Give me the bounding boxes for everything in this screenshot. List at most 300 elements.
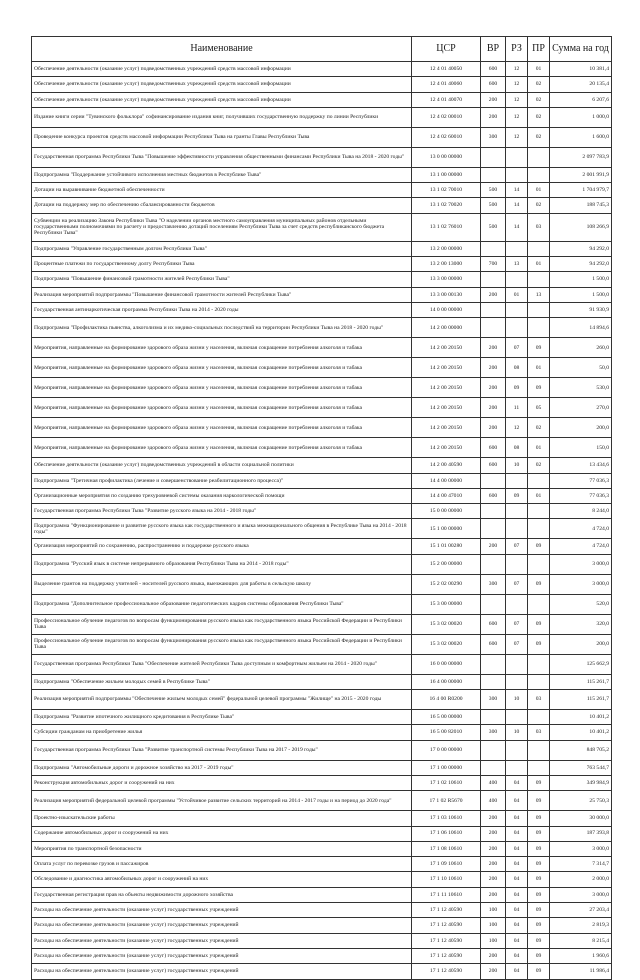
row-rz-cell: 12 [506,418,528,438]
table-row [32,272,612,287]
row-pr-cell: 01 [528,358,550,378]
row-sum-cell: 7 314,7 [550,857,612,872]
row-vr-cell: 200 [481,539,506,554]
row-rz-cell: 07 [506,574,528,594]
table-row [32,710,612,725]
header-vr: ВР [481,37,506,62]
row-sum-cell: 4 724,0 [550,519,612,539]
row-name-cell: Оплата услуг по перевозке грузов и пассажиров [32,857,412,872]
row-name-cell: Подпрограмма "Поддержание устойчивого исполнения местных бюджетов в Республике Тыва" [32,167,412,182]
row-csr-cell: 14 4 00 47010 [412,488,481,503]
row-name-cell: Государственная антинаркотическая программа Республики Тыва на 2014 - 2020 годы [32,302,412,317]
row-pr-cell: 03 [528,725,550,740]
row-name-cell: Подпрограмма "Автомобильные дороги и дорожное хозяйство на 2017 - 2019 годы" [32,760,412,775]
row-sum-cell: 530,0 [550,378,612,398]
row-name-cell: Субсидии гражданам на приобретение жилья [32,725,412,740]
table-row [32,933,612,948]
row-vr-cell: 200 [481,826,506,841]
table-row [32,458,612,473]
table-row [32,92,612,107]
row-sum-cell: 1 500,0 [550,287,612,302]
row-pr-cell: 09 [528,539,550,554]
row-sum-cell: 200,0 [550,418,612,438]
row-vr-cell: 600 [481,77,506,92]
row-rz-cell: 12 [506,107,528,127]
row-csr-cell: 13 1 00 00000 [412,167,481,182]
row-sum-cell: 2 819,3 [550,918,612,933]
row-name-cell: Расходы на обеспечение деятельности (оказание услуг) государственных учреждений [32,933,412,948]
row-name-cell: Подпрограмма "Дополнительное профессиональное образование педагогических кадров системы образования Республики Тыва" [32,594,412,614]
row-name-cell: Проведение конкурса проектов средств массовой информации Республики Тыва на гранты Главы Республики Тыва [32,127,412,147]
table-row [32,918,612,933]
row-rz-cell: 14 [506,183,528,198]
row-name-cell: Мероприятия, направленные на формирование здорового образа жизни у населения, включая сокращение потребления алкоголя и табака [32,358,412,378]
row-sum-cell: 77 036,3 [550,488,612,503]
row-name-cell: Расходы на обеспечение деятельности (оказание услуг) государственных учреждений [32,903,412,918]
row-csr-cell: 16 4 00 R0200 [412,690,481,710]
table-body [32,62,612,980]
row-name-cell: Организация мероприятий по сохранению, распространению и поддержке русского языка [32,539,412,554]
row-vr-cell [481,272,506,287]
row-csr-cell: 17 1 12 40590 [412,918,481,933]
row-rz-cell [506,241,528,256]
row-sum-cell: 2 001 991,9 [550,167,612,182]
row-rz-cell: 04 [506,887,528,902]
row-vr-cell: 600 [481,488,506,503]
row-vr-cell [481,167,506,182]
row-rz-cell: 11 [506,398,528,418]
row-name-cell: Мероприятия, направленные на формирование здорового образа жизни у населения, включая сокращение потребления алкоголя и табака [32,378,412,398]
row-csr-cell: 12 4 02 60010 [412,127,481,147]
row-rz-cell [506,554,528,574]
table-row [32,488,612,503]
row-sum-cell: 10 381,4 [550,62,612,77]
row-vr-cell [481,302,506,317]
row-rz-cell: 07 [506,539,528,554]
row-rz-cell: 04 [506,872,528,887]
row-rz-cell: 04 [506,811,528,826]
row-pr-cell [528,674,550,689]
table-row [32,841,612,856]
row-csr-cell: 14 2 00 20150 [412,358,481,378]
row-name-cell: Издание книги серии "Тувинского фольклора" софинансирование издания книг, получивших государственную поддержку по линии Республики [32,107,412,127]
row-vr-cell: 200 [481,358,506,378]
row-csr-cell: 15 3 02 00020 [412,614,481,634]
row-name-cell: Профессиональное обучение педагогов по вопросам функционирования русского языка как государственного языка Российской Федерации и Республики Тыва [32,614,412,634]
row-sum-cell: 520,0 [550,594,612,614]
row-csr-cell: 14 2 00 00000 [412,318,481,338]
row-csr-cell: 15 2 02 00290 [412,574,481,594]
row-name-cell: Расходы на обеспечение деятельности (оказание услуг) государственных учреждений [32,964,412,979]
row-rz-cell [506,760,528,775]
row-sum-cell: 77 036,3 [550,473,612,488]
table-row [32,318,612,338]
row-name-cell: Подпрограмма "Русский язык в системе непрерывного образования Республики Тыва на 2014 - 2018 годы" [32,554,412,574]
row-sum-cell: 188 745,3 [550,198,612,213]
row-name-cell: Обеспечение деятельности (оказание услуг) подведомственных учреждений средств массовой информации [32,62,412,77]
row-vr-cell: 200 [481,338,506,358]
row-pr-cell: 01 [528,183,550,198]
row-name-cell: Подпрограмма "Обеспечение жильем молодых семей в Республике Тыва" [32,674,412,689]
row-csr-cell: 15 1 01 00280 [412,539,481,554]
row-vr-cell: 600 [481,62,506,77]
table-row [32,725,612,740]
row-vr-cell: 600 [481,634,506,654]
row-sum-cell: 848 705,2 [550,740,612,760]
row-csr-cell: 12 4 01 40070 [412,92,481,107]
table-row [32,634,612,654]
row-vr-cell [481,654,506,674]
row-csr-cell: 14 2 00 20150 [412,418,481,438]
row-csr-cell: 14 2 00 20150 [412,378,481,398]
row-csr-cell: 17 1 08 10610 [412,841,481,856]
row-csr-cell: 13 3 00 00130 [412,287,481,302]
row-csr-cell: 17 1 11 10610 [412,887,481,902]
row-rz-cell [506,302,528,317]
row-csr-cell: 15 3 02 00020 [412,634,481,654]
table-row [32,674,612,689]
table-row [32,519,612,539]
row-name-cell: Расходы на обеспечение деятельности (оказание услуг) государственных учреждений [32,948,412,963]
row-name-cell: Профессиональное обучение педагогов по вопросам функционирования русского языка как государственного языка Российской Федерации и Республики Тыва [32,634,412,654]
row-csr-cell: 16 4 00 00000 [412,674,481,689]
row-vr-cell: 200 [481,811,506,826]
row-name-cell: Мероприятия, направленные на формирование здорового образа жизни у населения, включая сокращение потребления алкоголя и табака [32,438,412,458]
row-csr-cell: 17 1 03 10610 [412,811,481,826]
row-pr-cell: 02 [528,198,550,213]
row-vr-cell [481,504,506,519]
row-vr-cell [481,740,506,760]
row-sum-cell: 3 000,0 [550,841,612,856]
row-rz-cell: 07 [506,338,528,358]
row-name-cell: Дотации на поддержку мер по обеспечению сбалансированности бюджетов [32,198,412,213]
row-pr-cell: 09 [528,634,550,654]
row-name-cell: Субвенции на реализацию Закона Республики Тыва "О наделении органов местного самоуправления муниципальных районов отдельными государственными полномочиями по расчету и предоставлению дотаций поселениям Республики Тыва за счет средств республиканского бюджета Республики Тыва" [32,213,412,241]
row-sum-cell: 1 600,0 [550,127,612,147]
row-rz-cell: 04 [506,933,528,948]
row-name-cell: Реализация мероприятий подпрограммы "Повышение финансовой грамотности жителей Республики Тыва" [32,287,412,302]
row-csr-cell: 14 2 00 20150 [412,398,481,418]
row-pr-cell [528,554,550,574]
row-csr-cell: 14 2 00 40590 [412,458,481,473]
row-vr-cell: 200 [481,964,506,979]
row-csr-cell: 14 4 00 00000 [412,473,481,488]
budget-document-page [31,36,611,980]
row-name-cell: Расходы на обеспечение деятельности (оказание услуг) государственных учреждений [32,918,412,933]
row-csr-cell: 13 1 02 70020 [412,198,481,213]
row-rz-cell: 13 [506,257,528,272]
table-row [32,964,612,979]
row-sum-cell: 25 750,3 [550,791,612,811]
row-pr-cell: 09 [528,775,550,790]
row-vr-cell: 400 [481,775,506,790]
row-rz-cell [506,167,528,182]
row-name-cell: Проектно-изыскательские работы [32,811,412,826]
row-sum-cell: 30 000,0 [550,811,612,826]
row-pr-cell [528,594,550,614]
row-vr-cell: 200 [481,857,506,872]
row-csr-cell: 13 3 00 00000 [412,272,481,287]
row-vr-cell: 500 [481,213,506,241]
row-csr-cell: 17 1 00 00000 [412,760,481,775]
row-rz-cell: 04 [506,791,528,811]
table-row [32,107,612,127]
row-csr-cell: 17 0 00 00000 [412,740,481,760]
table-row [32,438,612,458]
row-pr-cell: 02 [528,458,550,473]
row-rz-cell [506,674,528,689]
table-row [32,213,612,241]
row-vr-cell [481,760,506,775]
table-row [32,418,612,438]
row-name-cell: Обследование и диагностика автомобильных дорог и сооружений на них [32,872,412,887]
row-rz-cell: 10 [506,458,528,473]
row-vr-cell [481,519,506,539]
row-rz-cell [506,473,528,488]
row-pr-cell: 01 [528,62,550,77]
row-sum-cell: 3 000,0 [550,574,612,594]
row-rz-cell: 14 [506,198,528,213]
row-rz-cell: 08 [506,438,528,458]
row-name-cell: Реализация мероприятий подпрограммы "Обеспечение жильем молодых семей" федеральной целевой программы "Жилище" на 2015 - 2020 годы [32,690,412,710]
table-row [32,473,612,488]
row-csr-cell: 17 1 12 40590 [412,903,481,918]
row-name-cell: Подпрограмма "Управление государственным долгом Республики Тыва" [32,241,412,256]
row-rz-cell [506,740,528,760]
row-name-cell: Содержание автомобильных дорог и сооружений на них [32,826,412,841]
row-pr-cell: 02 [528,127,550,147]
table-row [32,287,612,302]
table-row [32,574,612,594]
row-sum-cell: 91 930,9 [550,302,612,317]
row-csr-cell: 15 3 00 00000 [412,594,481,614]
row-rz-cell [506,710,528,725]
row-rz-cell: 04 [506,964,528,979]
row-name-cell: Процентные платежи по государственному долгу Республики Тыва [32,257,412,272]
row-csr-cell: 13 0 00 00000 [412,147,481,167]
row-sum-cell: 3 000,0 [550,554,612,574]
row-sum-cell: 94 292,0 [550,241,612,256]
row-pr-cell: 09 [528,574,550,594]
row-name-cell: Реализация мероприятий федеральной целевой программы "Устойчивое развитие сельских территорий на 2014 - 2017 годы и на период до 2020 года" [32,791,412,811]
row-pr-cell: 09 [528,857,550,872]
row-sum-cell: 763 544,7 [550,760,612,775]
row-sum-cell: 6 207,6 [550,92,612,107]
row-csr-cell: 13 1 02 76010 [412,213,481,241]
row-csr-cell: 12 4 01 40050 [412,62,481,77]
row-rz-cell: 04 [506,918,528,933]
row-rz-cell [506,504,528,519]
row-rz-cell: 04 [506,841,528,856]
row-pr-cell [528,473,550,488]
row-sum-cell: 11 986,4 [550,964,612,979]
row-sum-cell: 115 261,7 [550,690,612,710]
row-vr-cell: 100 [481,903,506,918]
row-rz-cell [506,318,528,338]
row-vr-cell: 200 [481,287,506,302]
row-name-cell: Мероприятия, направленные на формирование здорового образа жизни у населения, включая сокращение потребления алкоголя и табака [32,338,412,358]
row-pr-cell: 09 [528,378,550,398]
row-vr-cell: 200 [481,418,506,438]
table-row [32,62,612,77]
row-rz-cell: 07 [506,614,528,634]
row-rz-cell: 12 [506,92,528,107]
row-pr-cell: 09 [528,826,550,841]
row-csr-cell: 17 1 02 10610 [412,775,481,790]
row-pr-cell: 09 [528,338,550,358]
table-row [32,398,612,418]
row-pr-cell: 13 [528,287,550,302]
row-csr-cell: 13 2 00 13000 [412,257,481,272]
row-rz-cell: 04 [506,857,528,872]
row-vr-cell: 700 [481,257,506,272]
row-csr-cell: 17 1 10 10610 [412,872,481,887]
table-row [32,183,612,198]
row-sum-cell: 125 662,9 [550,654,612,674]
table-row [32,127,612,147]
header-sum: Сумма на год [550,37,612,62]
row-vr-cell: 300 [481,690,506,710]
row-pr-cell: 02 [528,418,550,438]
row-pr-cell: 02 [528,92,550,107]
row-name-cell: Государственная программа Республики Тыва "Повышение эффективности управления общественными финансами Республики Тыва на 2018 - 2020 годы" [32,147,412,167]
row-csr-cell: 12 4 02 00010 [412,107,481,127]
row-pr-cell: 09 [528,887,550,902]
row-rz-cell: 04 [506,775,528,790]
table-row [32,760,612,775]
row-sum-cell: 2 097 783,9 [550,147,612,167]
row-rz-cell: 08 [506,358,528,378]
row-pr-cell: 09 [528,841,550,856]
row-sum-cell: 13 434,6 [550,458,612,473]
row-pr-cell [528,760,550,775]
row-vr-cell: 300 [481,574,506,594]
row-csr-cell: 16 5 00 00000 [412,710,481,725]
row-pr-cell: 03 [528,690,550,710]
row-csr-cell: 17 1 02 R5670 [412,791,481,811]
row-rz-cell: 04 [506,903,528,918]
row-csr-cell: 16 0 00 00000 [412,654,481,674]
row-pr-cell: 09 [528,872,550,887]
row-csr-cell: 14 0 00 00000 [412,302,481,317]
row-pr-cell: 02 [528,107,550,127]
row-rz-cell: 10 [506,725,528,740]
row-vr-cell [481,147,506,167]
row-rz-cell: 07 [506,634,528,654]
table-row [32,167,612,182]
row-pr-cell [528,654,550,674]
row-vr-cell: 200 [481,107,506,127]
table-row [32,378,612,398]
row-name-cell: Реконструкция автомобильных дорог и сооружений на них [32,775,412,790]
row-csr-cell: 15 2 00 00000 [412,554,481,574]
row-name-cell: Организационные мероприятия по созданию трехуровневой системы оказания наркологической помощи [32,488,412,503]
table-row [32,791,612,811]
table-row [32,504,612,519]
row-vr-cell: 600 [481,438,506,458]
row-vr-cell: 200 [481,92,506,107]
row-csr-cell: 17 1 09 10610 [412,857,481,872]
row-vr-cell: 300 [481,725,506,740]
header-pr: ПР [528,37,550,62]
header-rz: РЗ [506,37,528,62]
table-row [32,198,612,213]
row-rz-cell: 04 [506,948,528,963]
row-vr-cell [481,674,506,689]
row-name-cell: Обеспечение деятельности (оказание услуг) подведомственных учреждений средств массовой информации [32,92,412,107]
table-row [32,241,612,256]
row-vr-cell: 500 [481,198,506,213]
row-rz-cell: 09 [506,378,528,398]
row-sum-cell: 1 960,6 [550,948,612,963]
row-rz-cell: 12 [506,127,528,147]
row-name-cell: Государственная программа Республики Тыва "Обеспечение жителей Республики Тыва доступным и комфортным жильем на 2014 - 2020 годы" [32,654,412,674]
row-vr-cell [481,241,506,256]
row-rz-cell: 14 [506,213,528,241]
row-name-cell: Обеспечение деятельности (оказание услуг) подведомственных учреждений средств массовой информации [32,77,412,92]
table-row [32,594,612,614]
row-pr-cell [528,504,550,519]
row-pr-cell: 05 [528,398,550,418]
row-vr-cell: 200 [481,398,506,418]
table-row [32,147,612,167]
row-sum-cell: 260,0 [550,338,612,358]
table-row [32,826,612,841]
row-rz-cell [506,272,528,287]
row-sum-cell: 50,0 [550,358,612,378]
row-sum-cell: 1 704 979,7 [550,183,612,198]
row-name-cell: Государственная программа Республики Тыва "Развитие русского языка на 2014 - 2018 годы" [32,504,412,519]
row-sum-cell: 108 266,9 [550,213,612,241]
table-row [32,302,612,317]
row-pr-cell: 01 [528,438,550,458]
row-pr-cell [528,167,550,182]
row-sum-cell: 115 261,7 [550,674,612,689]
row-vr-cell [481,473,506,488]
table-row [32,857,612,872]
table-row [32,775,612,790]
row-name-cell: Мероприятия, направленные на формирование здорового образа жизни у населения, включая сокращение потребления алкоголя и табака [32,418,412,438]
row-sum-cell: 2 000,0 [550,872,612,887]
row-csr-cell: 14 2 00 20150 [412,438,481,458]
row-sum-cell: 14 894,6 [550,318,612,338]
row-vr-cell: 200 [481,872,506,887]
row-pr-cell: 01 [528,488,550,503]
row-rz-cell: 04 [506,826,528,841]
row-sum-cell: 8 215,4 [550,933,612,948]
row-rz-cell [506,147,528,167]
row-name-cell: Обеспечение деятельности (оказание услуг) подведомственных учреждений в области социальной политики [32,458,412,473]
header-name: Наименование [32,37,412,62]
row-pr-cell [528,147,550,167]
row-pr-cell: 01 [528,257,550,272]
header-csr: ЦСР [412,37,481,62]
row-csr-cell: 15 0 00 00000 [412,504,481,519]
row-csr-cell: 13 2 00 00000 [412,241,481,256]
row-pr-cell [528,519,550,539]
row-rz-cell: 09 [506,488,528,503]
row-pr-cell [528,302,550,317]
budget-table [31,36,612,980]
row-rz-cell: 10 [506,690,528,710]
row-csr-cell: 14 2 00 20150 [412,338,481,358]
row-vr-cell: 100 [481,933,506,948]
row-sum-cell: 20 135,4 [550,77,612,92]
row-csr-cell: 17 1 06 10610 [412,826,481,841]
row-pr-cell: 09 [528,918,550,933]
table-row [32,887,612,902]
row-csr-cell: 12 4 01 40060 [412,77,481,92]
